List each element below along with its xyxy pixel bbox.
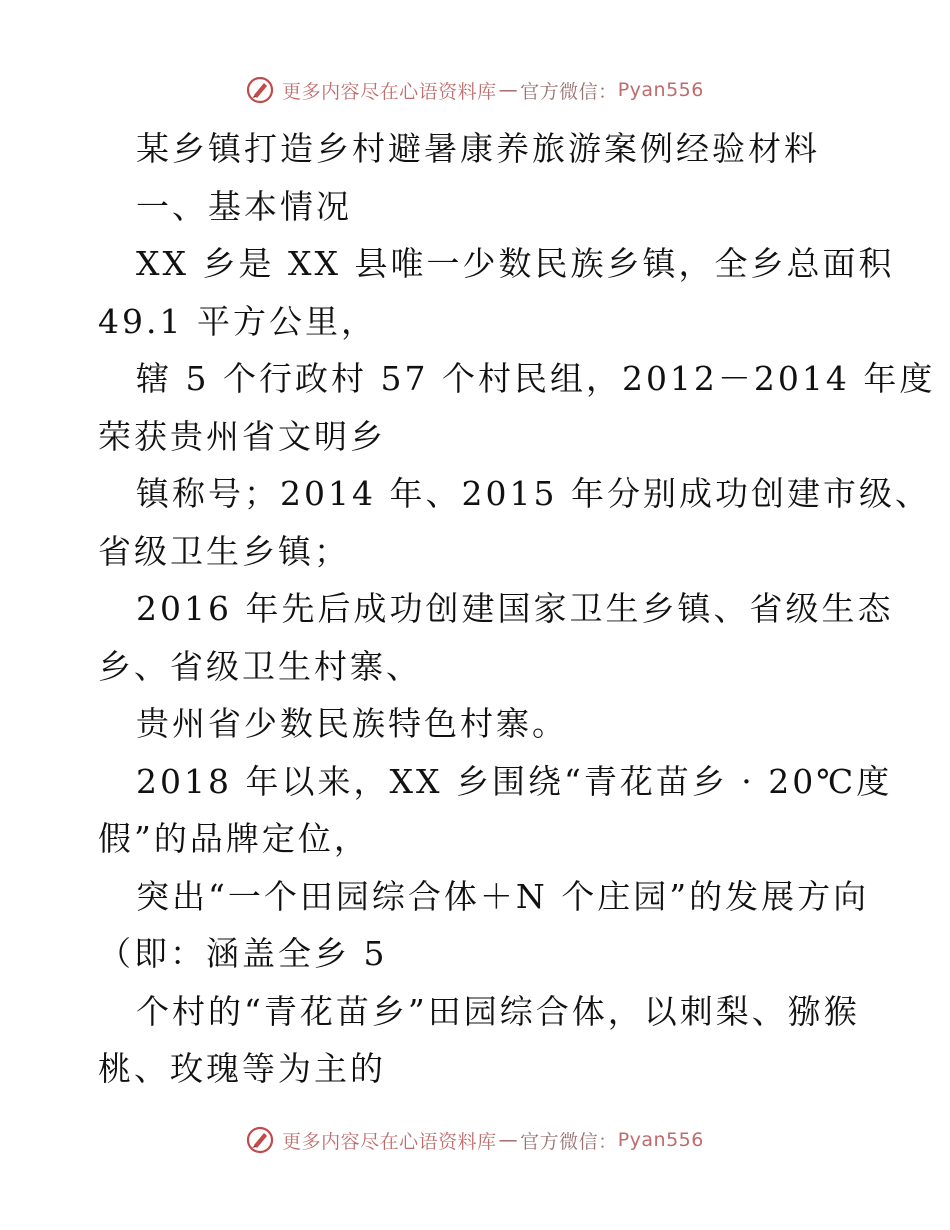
paragraph-line: 镇称号；2014 年、2015 年分别成功创建市级、: [136, 474, 931, 513]
paragraph-line: 桃、玫瑰等为主的: [98, 1049, 386, 1088]
paragraph-line: 荣获贵州省文明乡: [98, 416, 386, 456]
watermark-wechat-label: 官方微信：: [520, 1130, 618, 1153]
header-watermark: [0, 70, 950, 110]
watermark-separator: —: [498, 1129, 519, 1151]
footer-watermark: [0, 1120, 950, 1160]
watermark-text: 更多内容尽在心语资料库: [282, 1130, 497, 1153]
paragraph-line: 贵州省少数民族特色村寨。: [136, 704, 568, 743]
section-heading: 一、基本情况: [136, 186, 352, 226]
watermark-text: 更多内容尽在心语资料库: [282, 80, 497, 103]
document-body: [98, 120, 936, 1098]
paragraph-line: 49.1 平方公里，: [98, 301, 377, 341]
paragraph-line: 乡、省级卫生村寨、: [98, 646, 422, 686]
pen-seal-icon: [246, 1126, 274, 1154]
paragraph-line: 假”的品牌定位，: [98, 819, 370, 858]
paragraph-line: （即：涵盖全乡 5: [98, 934, 388, 973]
paragraph-line: XX 乡是 XX 县唯一少数民族乡镇，全乡总面积: [136, 244, 895, 283]
paragraph-line: 突出“一个田园综合体＋N 个庄园”的发展方向: [136, 876, 870, 916]
pen-seal-icon: [246, 76, 274, 104]
paragraph-line: 2016 年先后成功创建国家卫生乡镇、省级生态: [136, 589, 894, 628]
watermark-wechat-id: Pyan556: [617, 79, 704, 101]
watermark-wechat-label: 官方微信：: [520, 80, 618, 103]
paragraph-line: 省级卫生乡镇；: [98, 531, 350, 571]
watermark-wechat-id: Pyan556: [617, 1129, 704, 1151]
paragraph-line: 2018 年以来，XX 乡围绕“青花苗乡 · 20℃度: [136, 761, 893, 801]
paragraph-line: 辖 5 个行政村 57 个村民组，2012－2014 年度: [136, 359, 936, 398]
document-title: 某乡镇打造乡村避暑康养旅游案例经验材料: [136, 129, 820, 168]
paragraph-line: 个村的“青花苗乡”田园综合体，以刺梨、猕猴: [136, 991, 860, 1031]
watermark-separator: —: [498, 79, 519, 101]
